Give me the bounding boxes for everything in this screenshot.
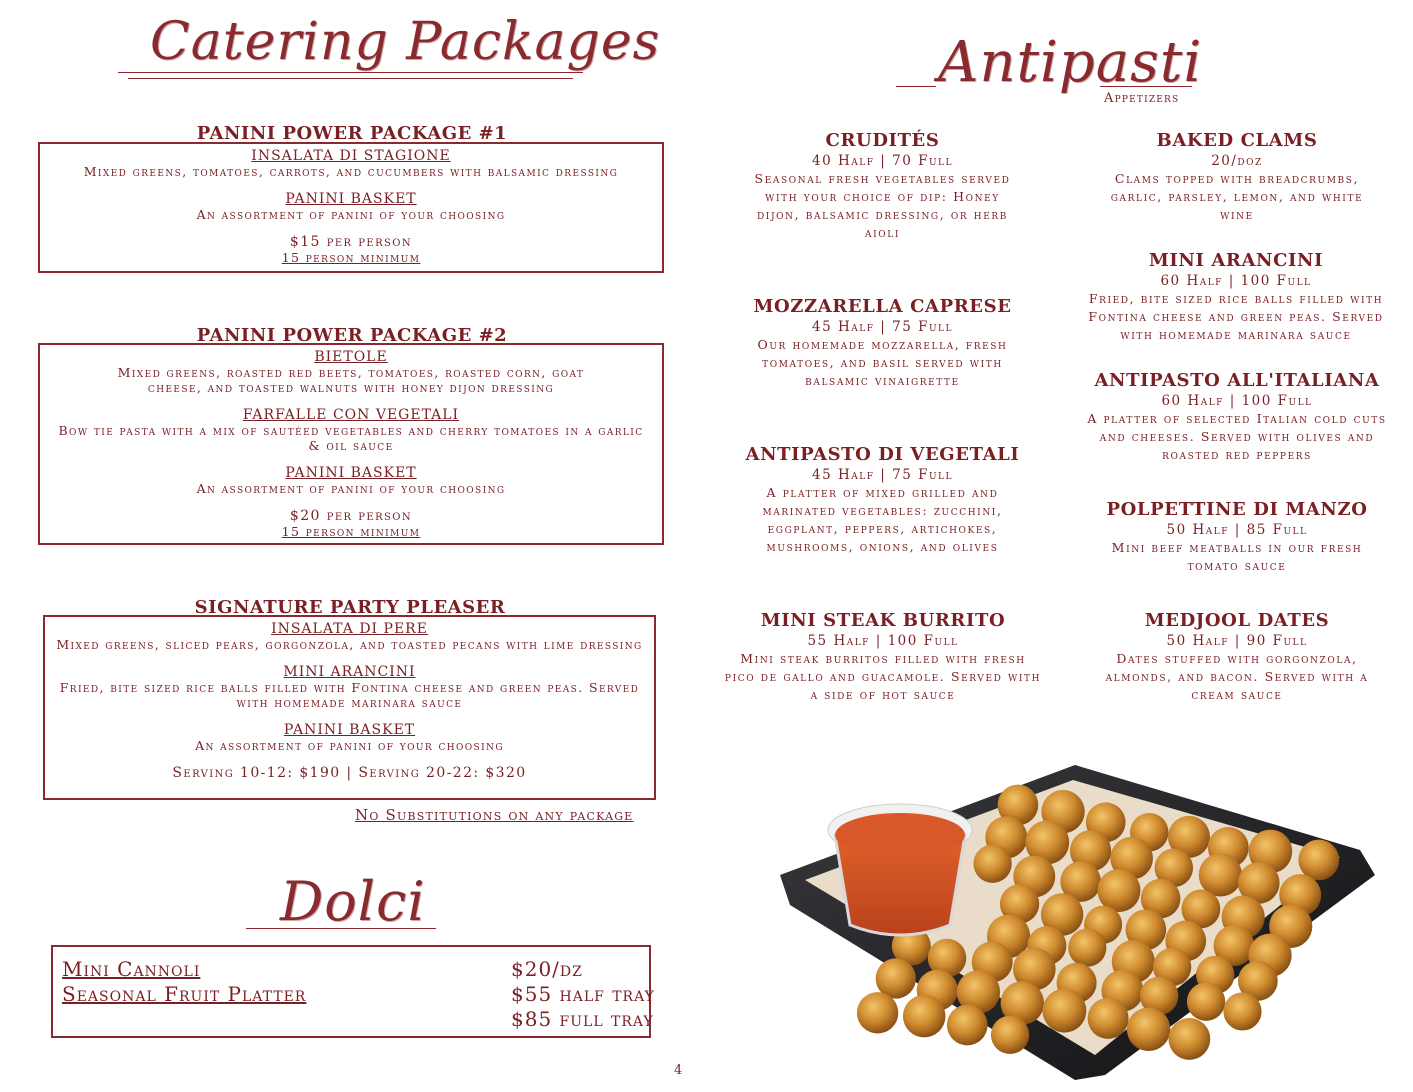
antipasto-item-name: MINI ARANCINI xyxy=(1148,250,1324,271)
antipasto-item-name: MOZZARELLA CAPRESE xyxy=(753,296,1012,317)
antipasto-item-desc: Mini steak burritos filled with fresh pico de gallo and guacamole. Served with a side of hot sauce xyxy=(724,651,1042,702)
package-2-item-1-name: BIETOLE xyxy=(314,349,388,365)
antipasto-item-name: MEDJOOL DATES xyxy=(1144,610,1330,631)
dolci-item-2-name: Seasonal Fruit Platter xyxy=(62,982,307,1006)
package-2-item-3-name: PANINI BASKET xyxy=(285,465,417,481)
package-2-minimum: 15 person minimum xyxy=(281,524,421,539)
antipasti-heading-rule-right xyxy=(1100,86,1192,87)
arancini-ball xyxy=(903,995,946,1038)
package-1-item-1-name: INSALATA DI STAGIONE xyxy=(251,148,451,164)
package-3-item-2-desc: Fried, bite sized rice balls filled with Fontina cheese and green peas. Served with homemade marinara sauce xyxy=(59,680,640,710)
antipasto-item-name: ANTIPASTO DI VEGETALI xyxy=(745,444,1020,465)
package-1-minimum: 15 person minimum xyxy=(281,250,421,265)
antipasto-item xyxy=(724,610,1042,704)
antipasto-item-price: 60 Half | 100 Full xyxy=(1160,273,1312,289)
antipasti-heading: Antipasti xyxy=(938,30,1203,95)
arancini-ball xyxy=(1088,998,1129,1039)
antipasto-item-desc: A platter of mixed grilled and marinated vegetables: zucchini, eggplant, peppers, artichokes, mushrooms, onions, and olives xyxy=(762,485,1003,554)
antipasto-item xyxy=(1080,370,1394,464)
catering-heading: Catering Packages xyxy=(150,12,661,72)
package-1-item-2-name: PANINI BASKET xyxy=(285,191,417,207)
package-2-item-3-desc: An assortment of panini of your choosing xyxy=(196,481,506,496)
package-2-box xyxy=(38,343,664,545)
catering-heading-rule xyxy=(118,72,583,73)
arancini-tray-photo xyxy=(775,755,1385,1085)
catering-heading-rule-2 xyxy=(128,78,573,79)
antipasto-item-desc: A platter of selected Italian cold cuts and cheeses. Served with olives and roasted red peppers xyxy=(1087,411,1387,462)
arancini-ball xyxy=(991,1016,1029,1054)
package-3-price: Serving 10-12: $190 | Serving 20-22: $320 xyxy=(172,765,527,781)
antipasto-item xyxy=(730,296,1035,390)
antipasto-item-price: 55 Half | 100 Full xyxy=(807,633,959,649)
arancini-ball xyxy=(1097,869,1140,912)
package-3-item-3-desc: An assortment of panini of your choosing xyxy=(195,738,504,753)
antipasto-item-desc: Seasonal fresh vegetables served with your choice of dip: Honey dijon, balsamic dressing, or herb aioli xyxy=(754,171,1011,240)
antipasto-item-price: 45 Half | 75 Full xyxy=(812,467,953,483)
package-2-item-2-desc: Bow tie pasta with a mix of sautéed vegetables and cherry tomatoes in a garlic & oil sauce xyxy=(58,423,644,453)
antipasto-item-price: 60 Half | 100 Full xyxy=(1161,393,1313,409)
antipasto-item-name: ANTIPASTO ALL'ITALIANA xyxy=(1094,370,1380,391)
package-1-price: $15 per person xyxy=(289,234,413,250)
no-substitutions-note: No Substitutions on any package xyxy=(355,806,634,824)
antipasto-item xyxy=(1080,499,1394,575)
antipasto-item-price: 50 Half | 85 Full xyxy=(1166,522,1308,538)
arancini-ball xyxy=(1127,1008,1170,1051)
package-3-title: SIGNATURE PARTY PLEASER xyxy=(194,597,506,618)
arancini-ball xyxy=(1043,989,1087,1033)
antipasto-item xyxy=(730,130,1035,242)
antipasto-item-desc: Fried, bite sized rice balls filled with Fontina cheese and green peas. Served with homemade marinara sauce xyxy=(1088,291,1384,342)
package-1-box xyxy=(38,142,664,273)
antipasto-item-price: 20/doz xyxy=(1211,153,1263,169)
antipasti-heading-rule-left xyxy=(896,86,936,87)
antipasto-item-name: MINI STEAK BURRITO xyxy=(760,610,1006,631)
antipasto-item-name: BAKED CLAMS xyxy=(1156,130,1318,151)
dolci-heading: Dolci xyxy=(280,870,426,933)
antipasto-item xyxy=(1076,250,1396,344)
package-2-item-1-desc: Mixed greens, roasted red beets, tomatoes, roasted corn, goat cheese, and toasted walnuts with honey dijon dressing xyxy=(117,365,585,395)
antipasto-item xyxy=(730,444,1035,556)
package-2-price: $20 per person xyxy=(289,508,413,524)
package-3-box xyxy=(43,615,656,800)
package-3-item-3-name: PANINI BASKET xyxy=(283,722,416,738)
arancini-ball xyxy=(947,1005,988,1046)
antipasto-item xyxy=(1080,610,1394,704)
antipasto-item xyxy=(1080,130,1394,224)
arancini-ball xyxy=(1068,929,1106,967)
package-2-item-2-name: FARFALLE CON VEGETALI xyxy=(242,407,460,423)
page-number: 4 xyxy=(674,1063,683,1078)
dolci-item-2-price: $55 half tray xyxy=(511,982,655,1006)
arancini-ball xyxy=(1187,982,1225,1020)
antipasto-item-price: 40 Half | 70 Full xyxy=(812,153,953,169)
package-1-item-1-desc: Mixed greens, tomatoes, carrots, and cucumbers with balsamic dressing xyxy=(83,164,619,179)
antipasto-item-price: 50 Half | 90 Full xyxy=(1166,633,1308,649)
package-2-title: PANINI POWER PACKAGE #2 xyxy=(196,325,508,346)
dolci-item-1-price: $20/dz xyxy=(511,957,583,981)
dolci-item-1-name: Mini Cannoli xyxy=(62,957,201,981)
arancini-ball xyxy=(973,845,1011,883)
dolci-item-3-price: $85 full tray xyxy=(511,1007,654,1031)
arancini-ball xyxy=(1168,1018,1210,1060)
dolci-heading-rule xyxy=(246,928,436,929)
antipasto-item-name: CRUDITÉS xyxy=(825,130,940,151)
antipasto-item-desc: Our homemade mozzarella, fresh tomatoes, and basil served with balsamic vinaigrette xyxy=(757,337,1008,388)
antipasto-item-name: POLPETTINE DI MANZO xyxy=(1106,499,1368,520)
package-3-item-1-desc: Mixed greens, sliced pears, gorgonzola, and toasted pecans with lime dressing xyxy=(56,637,643,652)
antipasto-item-desc: Dates stuffed with gorgonzola, almonds, and bacon. Served with a cream sauce xyxy=(1105,651,1369,702)
arancini-ball xyxy=(1223,992,1261,1030)
antipasto-item-desc: Clams topped with breadcrumbs, garlic, parsley, lemon, and white wine xyxy=(1110,171,1364,222)
antipasto-item-price: 45 Half | 75 Full xyxy=(812,319,953,335)
antipasto-item-desc: Mini beef meatballs in our fresh tomato sauce xyxy=(1111,540,1363,573)
antipasti-subheading: Appetizers xyxy=(1104,91,1180,106)
arancini-ball xyxy=(1298,840,1339,881)
package-1-title: PANINI POWER PACKAGE #1 xyxy=(196,123,508,144)
package-3-item-1-name: INSALATA DI PERE xyxy=(271,621,428,637)
arancini-ball xyxy=(857,992,898,1033)
package-3-item-2-name: MINI ARANCINI xyxy=(283,664,416,680)
package-1-item-2-desc: An assortment of panini of your choosing xyxy=(196,207,506,222)
